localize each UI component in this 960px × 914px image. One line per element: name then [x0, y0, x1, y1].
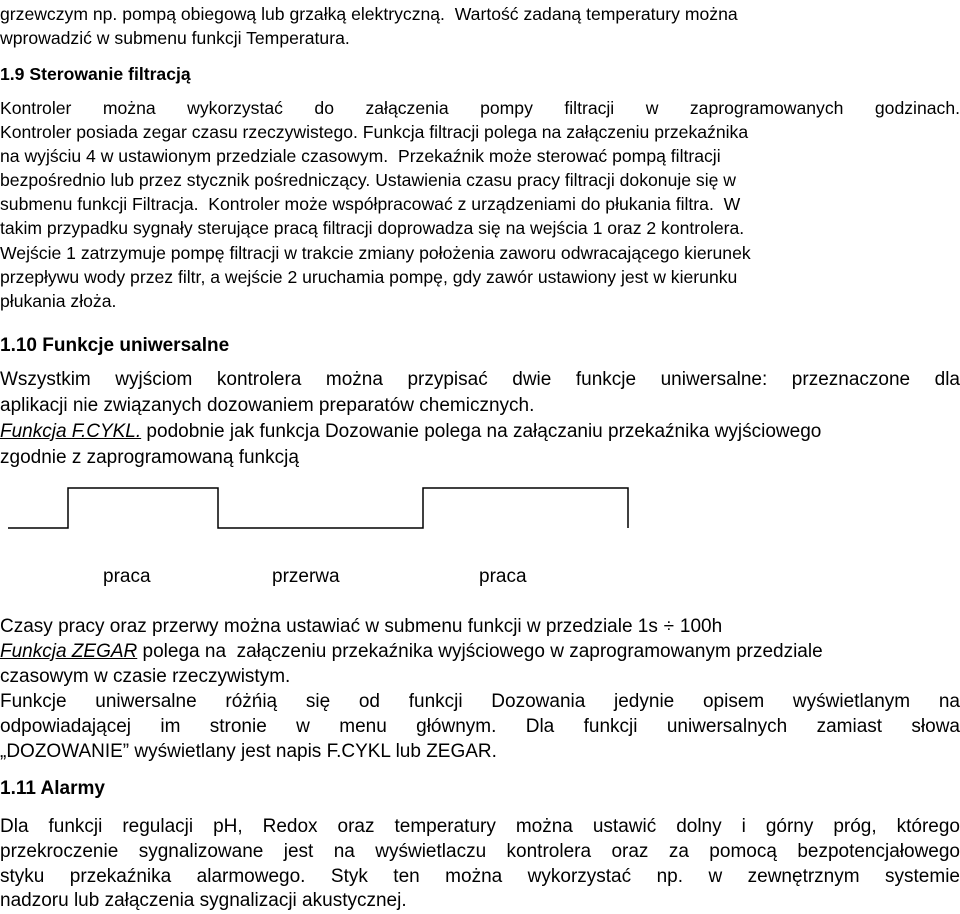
range-line: [0, 615, 960, 639]
diagram-label-praca: praca: [103, 566, 151, 587]
fcykl-text: podobnie jak funkcja Dozowanie polega na załączaniu przekaźnika wyjściowego: [141, 421, 822, 442]
diff-line: Funkcje uniwersalne różńią się od funkcji Dozowania jedynie opisem wyświetlanym na: [0, 691, 960, 712]
section-1-9-line: takim przypadku sygnały sterujące pracą filtracji doprowadza się na wejścia 1 oraz 2 kontrolera.: [0, 218, 745, 238]
zegar-text: polega na załączeniu przekaźnika wyjściowego w zaprogramowanym przedziale: [137, 641, 823, 662]
range-text: Czasy pracy oraz przerwy można ustawiać w submenu funkcji w przedziale 1s: [0, 616, 658, 637]
intro-line-2: wprowadzić w submenu funkcji Temperatura.: [0, 28, 350, 48]
section-1-11-line: nadzoru lub załączenia sygnalizacji akustycznej.: [0, 890, 407, 911]
division-sign-icon: ÷: [663, 616, 675, 637]
section-1-11-line: Dla funkcji regulacji pH, Redox oraz temperatury można ustawić dolny i górny próg, którego: [0, 816, 960, 837]
range-text-end: 100h: [679, 616, 723, 637]
diagram-label-praca: praca: [479, 566, 527, 587]
section-1-11-line: przekroczenie sygnalizowane jest na wyświetlaczu kontrolera oraz za pomocą bezpotencjałowego: [0, 841, 960, 862]
section-1-10-line: aplikacji nie związanych dozowaniem preparatów chemicznych.: [0, 395, 535, 416]
fcykl-line: [0, 420, 960, 444]
section-1-9-line: przepływu wody przez filtr, a wejście 2 uruchamia pompę, gdy zawór ustawiony jest w kierunku: [0, 267, 738, 287]
section-1-10-heading: 1.10 Funkcje uniwersalne: [0, 335, 230, 356]
diff-line: odpowiadającej im stronie w menu głównym. Dla funkcji uniwersalnych zamiast słowa: [0, 716, 960, 737]
section-1-9-line: na wyjściu 4 w ustawionym przedziale czasowym. Przekaźnik może sterować pompą filtracji: [0, 146, 721, 166]
section-1-9-line: Kontroler można wykorzystać do załączenia pompy filtracji w zaprogramowanych godzinach.: [0, 98, 960, 118]
intro-line-1: grzewczym np. pompą obiegową lub grzałką elektryczną. Wartość zadaną temperatury można: [0, 4, 738, 24]
fcykl-line-2: zgodnie z zaprogramowaną funkcją: [0, 447, 299, 468]
fcykl-term: Funkcja F.CYKL.: [0, 421, 142, 442]
section-1-9-line: submenu funkcji Filtracja. Kontroler może współpracować z urządzeniami do płukania filtra. W: [0, 194, 741, 214]
section-1-9-line: bezpośrednio lub przez stycznik pośredniczący. Ustawienia czasu pracy filtracji dokonuje się w: [0, 170, 737, 190]
section-1-11-heading: 1.11 Alarmy: [0, 778, 105, 799]
section-1-9-line: Kontroler posiada zegar czasu rzeczywistego. Funkcja filtracji polega na załączeniu przekaźnika: [0, 122, 749, 142]
diagram-label-przerwa: przerwa: [272, 566, 340, 587]
section-1-10-line: Wszystkim wyjściom kontrolera można przypisać dwie funkcje uniwersalne: przeznaczone dla: [0, 369, 960, 390]
section-1-9-line: płukania złoża.: [0, 291, 117, 311]
section-1-9-heading: 1.9 Sterowanie filtracją: [0, 64, 191, 84]
section-1-9-line: Wejście 1 zatrzymuje pompę filtracji w trakcie zmiany położenia zaworu odwracającego kierunek: [0, 243, 751, 263]
diff-line: „DOZOWANIE” wyświetlany jest napis F.CYKL lub ZEGAR.: [0, 741, 497, 762]
zegar-line: [0, 640, 960, 664]
section-1-11-line: styku przekaźnika alarmowego. Styk ten można wykorzystać np. w zewnętrznym systemie: [0, 866, 960, 887]
zegar-term: Funkcja ZEGAR: [0, 641, 138, 662]
zegar-line-2: czasowym w czasie rzeczywistym.: [0, 666, 291, 687]
pulse-waveform-overlay: [0, 480, 960, 550]
